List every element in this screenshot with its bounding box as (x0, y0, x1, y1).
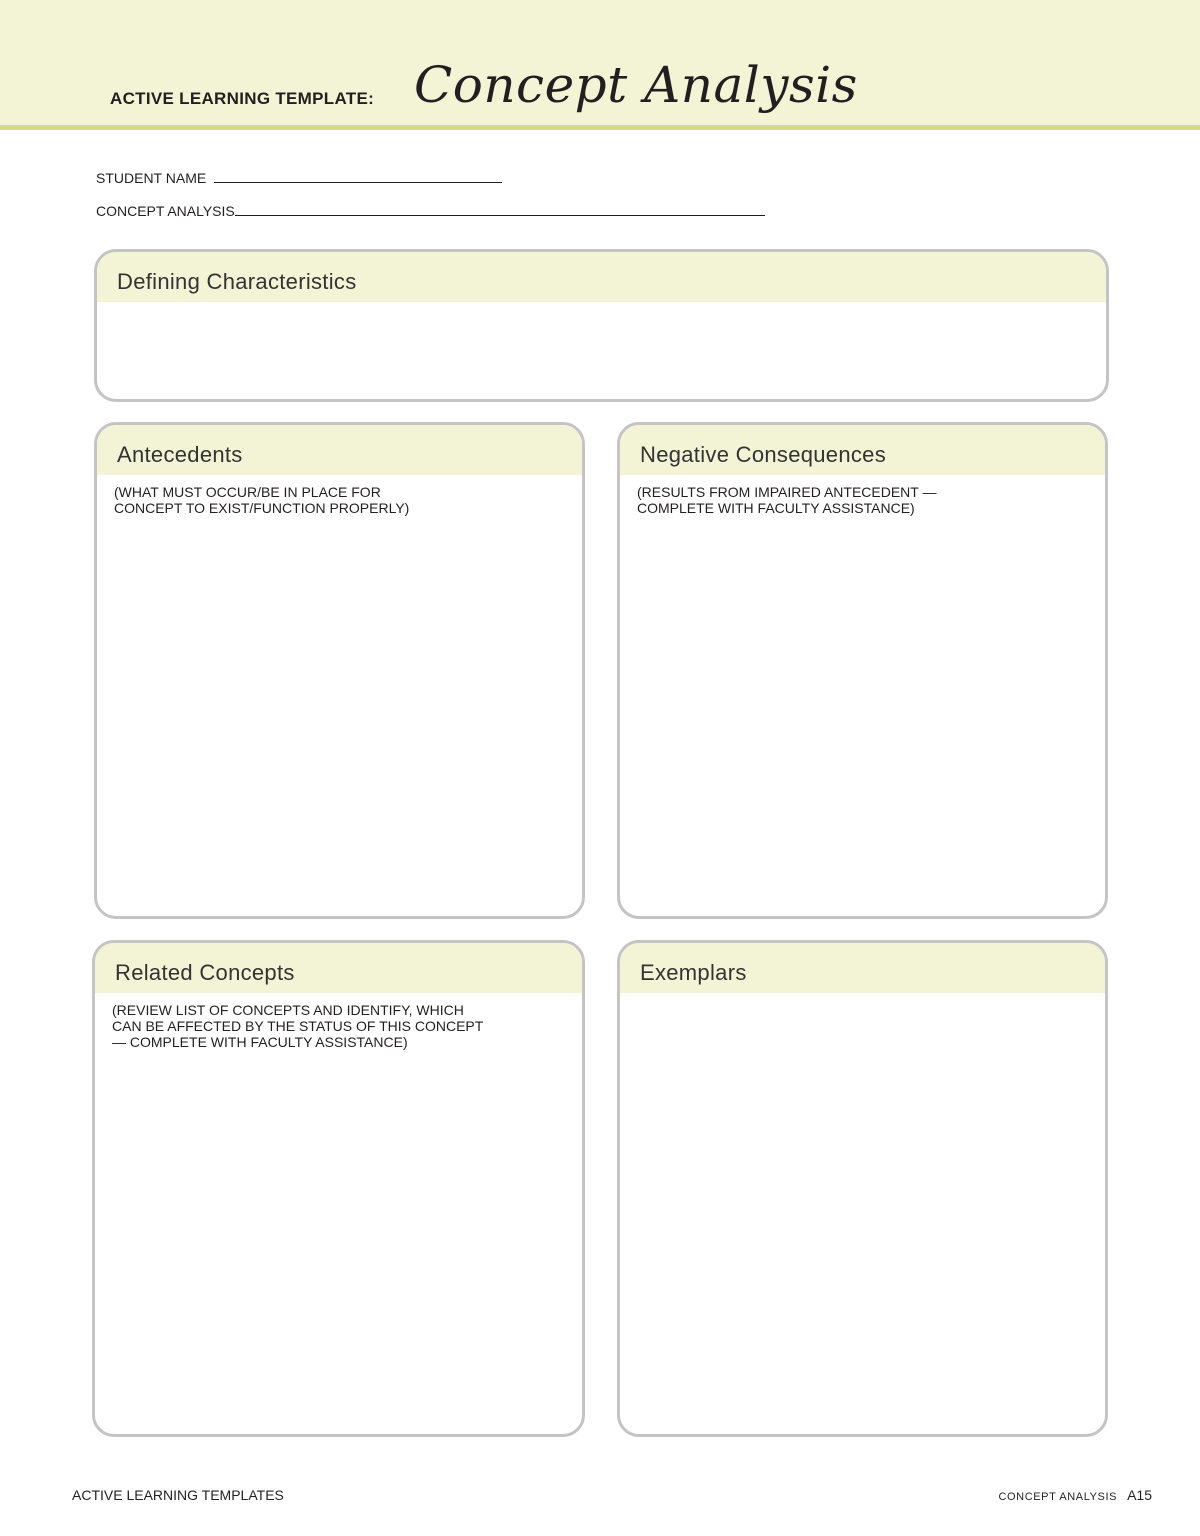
concept-analysis-label: CONCEPT ANALYSIS (96, 203, 235, 219)
page-number: A15 (1127, 1487, 1152, 1503)
related-concepts-box[interactable] (92, 940, 585, 1437)
student-name-label: STUDENT NAME (96, 170, 207, 186)
concept-analysis-field (96, 203, 765, 219)
exemplars-heading: Exemplars (620, 943, 1105, 993)
negative-consequences-note: (RESULTS FROM IMPAIRED ANTECEDENT — COMPLETE WITH FACULTY ASSISTANCE) (637, 484, 937, 516)
exemplars-box[interactable] (617, 940, 1108, 1437)
page-title: Concept Analysis (414, 56, 858, 114)
related-concepts-heading: Related Concepts (95, 943, 582, 993)
negative-consequences-box[interactable] (617, 422, 1108, 919)
footer-page-info (998, 1487, 1152, 1503)
antecedents-note: (WHAT MUST OCCUR/BE IN PLACE FOR CONCEPT TO EXIST/FUNCTION PROPERLY) (114, 484, 410, 516)
student-name-field (96, 170, 502, 186)
template-prefix: ACTIVE LEARNING TEMPLATE: (110, 89, 375, 108)
defining-characteristics-box[interactable] (94, 249, 1109, 402)
antecedents-box[interactable] (94, 422, 585, 919)
antecedents-heading: Antecedents (97, 425, 582, 475)
footer-section: CONCEPT ANALYSIS (998, 1491, 1118, 1503)
defining-characteristics-heading: Defining Characteristics (97, 252, 1106, 302)
header-rule (0, 125, 1200, 130)
related-concepts-note: (REVIEW LIST OF CONCEPTS AND IDENTIFY, WHICH CAN BE AFFECTED BY THE STATUS OF THIS CONCEPT — COMPLETE WITH FACULTY ASSISTANCE) (112, 1002, 484, 1050)
footer-template-name: ACTIVE LEARNING TEMPLATES (72, 1487, 284, 1503)
negative-consequences-heading: Negative Consequences (620, 425, 1105, 475)
student-name-input-line[interactable] (214, 170, 502, 183)
concept-analysis-input-line[interactable] (235, 203, 765, 216)
